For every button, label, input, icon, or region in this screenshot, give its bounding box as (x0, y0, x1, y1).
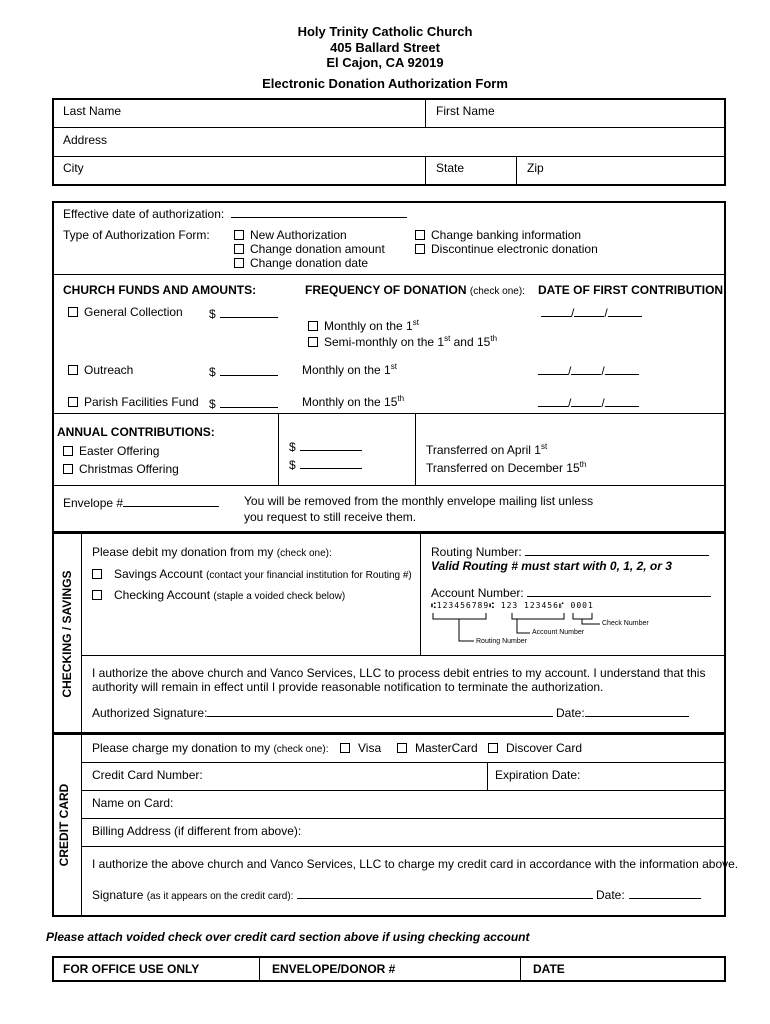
outreach-frequency-text: Monthly on the 1 (302, 363, 391, 377)
checking-text: Checking Account (114, 588, 211, 602)
visa-option[interactable] (340, 741, 381, 755)
church-city-state-zip: El Cajon, CA 92019 (326, 55, 444, 70)
divider (278, 414, 279, 485)
ordinal-suffix: st (412, 318, 419, 327)
semi-monthly-checkbox[interactable] (308, 337, 318, 347)
transfer-april-text: Transferred on April 1 (426, 443, 541, 457)
easter-text: Easter Offering (79, 444, 160, 458)
year-blank[interactable] (605, 374, 639, 375)
divider (487, 763, 488, 790)
divider (425, 157, 426, 185)
day-blank[interactable] (574, 316, 604, 317)
credit-date-label: Date: (596, 888, 625, 902)
christmas-checkbox[interactable] (63, 464, 73, 474)
parish-date-field[interactable] (538, 396, 639, 410)
ordinal-suffix: st (540, 442, 548, 451)
semi-monthly-text: Semi-monthly on the 1 (324, 335, 445, 349)
visa-checkbox[interactable] (340, 743, 350, 753)
divider (53, 127, 725, 128)
debit-signature-row (92, 706, 553, 720)
divider (82, 762, 725, 763)
new-authorization-option[interactable] (234, 228, 347, 242)
day-blank[interactable] (571, 406, 601, 407)
address-label: Address (63, 133, 108, 147)
outreach-option[interactable] (68, 363, 133, 377)
month-blank[interactable] (541, 316, 571, 317)
discontinue-checkbox[interactable] (415, 244, 425, 254)
annual-heading: ANNUAL CONTRIBUTIONS: (57, 425, 215, 439)
frequency-note: (check one): (469, 286, 525, 297)
ordinal-suffix: th (579, 460, 587, 469)
semi-monthly-and-text: and 15 (450, 335, 491, 349)
discover-checkbox[interactable] (488, 743, 498, 753)
routing-label: Routing Number: (431, 545, 522, 559)
check-diagram (430, 611, 620, 651)
discover-option[interactable] (488, 741, 582, 755)
divider (425, 99, 426, 127)
checking-savings-side-label: CHECKING / SAVINGS (60, 570, 74, 698)
transfer-april (426, 442, 547, 457)
credit-date-row (596, 888, 701, 902)
church-street: 405 Ballard Street (330, 40, 440, 55)
general-collection-option[interactable] (68, 305, 183, 319)
debit-authorization-text: I authorize the above church and Vanco Services, LLC to process debit entries to my account. I understand that this authority will remain in effect until I provide reasonable notification to terminate the authorization. (92, 666, 706, 694)
mastercard-option[interactable] (397, 741, 478, 755)
routing-bracket (433, 613, 486, 619)
dollar-sign: $ (209, 397, 216, 411)
parish-facilities-checkbox[interactable] (68, 397, 78, 407)
discontinue-option[interactable] (415, 242, 598, 256)
date-slash: / (601, 396, 605, 410)
change-banking-option[interactable] (415, 228, 581, 242)
christmas-amount[interactable] (289, 458, 362, 472)
auth-type-label: Type of Authorization Form: (63, 228, 210, 242)
monthly-1st-text: Monthly on the 1 (324, 319, 413, 333)
easter-option[interactable] (63, 444, 159, 458)
day-blank[interactable] (571, 374, 601, 375)
charge-label: Please charge my donation to my (92, 741, 271, 755)
monthly-1st-option[interactable] (308, 318, 419, 333)
transfer-december (426, 460, 586, 475)
city-label: City (63, 161, 84, 175)
credit-signature-row (92, 888, 593, 902)
account-leader (517, 619, 530, 633)
envelope-notice: You will be removed from the monthly envelope mailing list unless you request to still receive them. (244, 494, 594, 524)
first-name-label: First Name (436, 104, 495, 118)
envelope-label: Envelope # (63, 496, 124, 510)
divider (516, 157, 517, 185)
debit-check-one: (check one): (276, 548, 332, 559)
dollar-sign: $ (289, 458, 296, 472)
easter-amount[interactable] (289, 440, 362, 454)
billing-address-label: Billing Address (if different from above): (92, 824, 302, 838)
change-date-option[interactable] (234, 256, 368, 270)
outreach-date-field[interactable] (538, 364, 639, 378)
debit-date-label: Date: (556, 706, 585, 720)
general-date-field[interactable] (541, 306, 642, 320)
attach-check-note: Please attach voided check over credit card section above if using checking account (46, 930, 530, 944)
charge-check-one: (check one): (273, 744, 329, 755)
savings-note: (contact your financial institution for Routing #) (206, 570, 412, 581)
credit-signature-label: Signature (92, 888, 144, 902)
outreach-checkbox[interactable] (68, 365, 78, 375)
credit-signature-field[interactable] (297, 898, 593, 899)
check-number-caption: Check Number (602, 620, 649, 627)
easter-amount-field[interactable] (300, 450, 362, 451)
general-collection-checkbox[interactable] (68, 307, 78, 317)
discover-text: Discover Card (506, 741, 583, 755)
transfer-december-text: Transferred on December 15 (426, 461, 580, 475)
routing-leader (459, 619, 474, 641)
change-banking-text: Change banking information (431, 228, 582, 242)
savings-checkbox[interactable] (92, 569, 102, 579)
divider (259, 957, 260, 981)
date-slash: / (601, 364, 605, 378)
change-date-checkbox[interactable] (234, 258, 244, 268)
office-use-label: FOR OFFICE USE ONLY (63, 962, 200, 976)
outreach-amount-field[interactable] (220, 375, 278, 376)
divider (81, 533, 82, 733)
general-amount[interactable] (209, 307, 278, 321)
christmas-option[interactable] (63, 462, 179, 476)
ordinal-suffix: th (490, 334, 498, 343)
first-contribution-heading: DATE OF FIRST CONTRIBUTION: (538, 283, 728, 297)
debit-label: Please debit my donation from my (92, 545, 274, 559)
parish-facilities-text: Parish Facilities Fund (84, 395, 199, 409)
effective-date-label: Effective date of authorization: (63, 207, 225, 221)
christmas-amount-field[interactable] (300, 468, 362, 469)
debit-label-row (92, 545, 332, 559)
divider (53, 156, 725, 157)
month-blank[interactable] (538, 374, 568, 375)
divider (53, 413, 725, 414)
date-slash: / (604, 306, 608, 320)
check-number-leader (582, 619, 600, 624)
charge-label-row (92, 741, 328, 755)
office-date-label: DATE (533, 962, 565, 976)
parish-facilities-option[interactable] (68, 395, 199, 409)
divider (82, 790, 725, 791)
dollar-sign: $ (289, 440, 296, 454)
change-banking-checkbox[interactable] (415, 230, 425, 240)
frequency-heading-row (305, 283, 525, 297)
christmas-text: Christmas Offering (79, 462, 179, 476)
parish-amount-field[interactable] (220, 407, 278, 408)
savings-text: Savings Account (114, 567, 203, 581)
checking-option[interactable] (92, 588, 345, 602)
funds-heading: CHURCH FUNDS AND AMOUNTS: (63, 283, 257, 297)
credit-signature-note: (as it appears on the credit card): (146, 891, 294, 902)
debit-date-row (556, 706, 689, 720)
envelope-number-field[interactable] (123, 506, 219, 507)
routing-validation-note: Valid Routing # must start with 0, 1, 2, or 3 (431, 559, 672, 573)
credit-authorization-text: I authorize the above church and Vanco Services, LLC to charge my credit card in accordance with the information above. (92, 857, 739, 871)
savings-option[interactable] (92, 567, 412, 581)
church-name: Holy Trinity Catholic Church (297, 24, 473, 39)
effective-date-row (63, 207, 407, 221)
date-slash: / (571, 306, 575, 320)
account-number-caption: Account Number (532, 629, 585, 636)
outreach-text: Outreach (84, 363, 134, 377)
divider (520, 957, 521, 981)
divider (420, 533, 421, 655)
micr-line: ⑆123456789⑆ 123 123456⑈ 0001 (431, 601, 594, 610)
debit-signature-label: Authorized Signature: (92, 706, 208, 720)
ordinal-suffix: th (397, 394, 405, 403)
date-slash: / (568, 396, 572, 410)
account-bracket (512, 613, 564, 619)
ordinal-suffix: st (390, 362, 397, 371)
account-number-field[interactable] (527, 596, 711, 597)
card-number-label: Credit Card Number: (92, 768, 203, 782)
new-authorization-checkbox[interactable] (234, 230, 244, 240)
ordinal-suffix: st (444, 334, 451, 343)
semi-monthly-option[interactable] (308, 334, 497, 349)
divider (82, 846, 725, 847)
divider (82, 655, 725, 656)
credit-date-field[interactable] (629, 898, 701, 899)
state-label: State (436, 161, 465, 175)
form-title: Electronic Donation Authorization Form (262, 76, 508, 91)
effective-date-field[interactable] (231, 217, 407, 218)
visa-text: Visa (358, 741, 382, 755)
account-label: Account Number: (431, 586, 524, 600)
donor-info-box (52, 98, 726, 186)
discontinue-text: Discontinue electronic donation (431, 242, 598, 256)
monthly-1st-checkbox[interactable] (308, 321, 318, 331)
parish-frequency-text: Monthly on the 15 (302, 395, 398, 409)
new-authorization-text: New Authorization (250, 228, 347, 242)
change-amount-checkbox[interactable] (234, 244, 244, 254)
routing-number-caption: Routing Number (476, 638, 527, 645)
debit-date-field[interactable] (585, 716, 689, 717)
change-amount-text: Change donation amount (250, 242, 385, 256)
general-collection-text: General Collection (84, 305, 183, 319)
last-name-label: Last Name (63, 104, 122, 118)
change-amount-option[interactable] (234, 242, 385, 256)
divider (82, 818, 725, 819)
checking-note: (staple a voided check below) (213, 591, 346, 602)
credit-card-side-label: CREDIT CARD (57, 783, 71, 867)
easter-checkbox[interactable] (63, 446, 73, 456)
account-row (431, 586, 711, 600)
general-amount-field[interactable] (220, 317, 278, 318)
mastercard-text: MasterCard (415, 741, 478, 755)
year-blank[interactable] (608, 316, 642, 317)
expiration-label: Expiration Date: (495, 768, 581, 782)
outreach-amount[interactable] (209, 365, 278, 379)
parish-frequency (302, 394, 404, 409)
frequency-heading: FREQUENCY OF DONATION (305, 283, 467, 297)
envelope-row (63, 496, 219, 510)
routing-number-field[interactable] (525, 555, 709, 556)
checking-checkbox[interactable] (92, 590, 102, 600)
change-date-text: Change donation date (250, 256, 369, 270)
check-number-bracket (573, 613, 592, 619)
zip-label: Zip (527, 161, 544, 175)
dollar-sign: $ (209, 307, 216, 321)
mastercard-checkbox[interactable] (397, 743, 407, 753)
month-blank[interactable] (538, 406, 568, 407)
routing-row (431, 545, 709, 559)
debit-signature-field[interactable] (207, 716, 553, 717)
envelope-donor-label: ENVELOPE/DONOR # (272, 962, 396, 976)
divider (53, 485, 725, 486)
divider (415, 414, 416, 485)
year-blank[interactable] (605, 406, 639, 407)
outreach-frequency (302, 362, 397, 377)
dollar-sign: $ (209, 365, 216, 379)
name-on-card-label: Name on Card: (92, 796, 174, 810)
date-slash: / (568, 364, 572, 378)
parish-amount[interactable] (209, 397, 278, 411)
divider (53, 274, 725, 275)
